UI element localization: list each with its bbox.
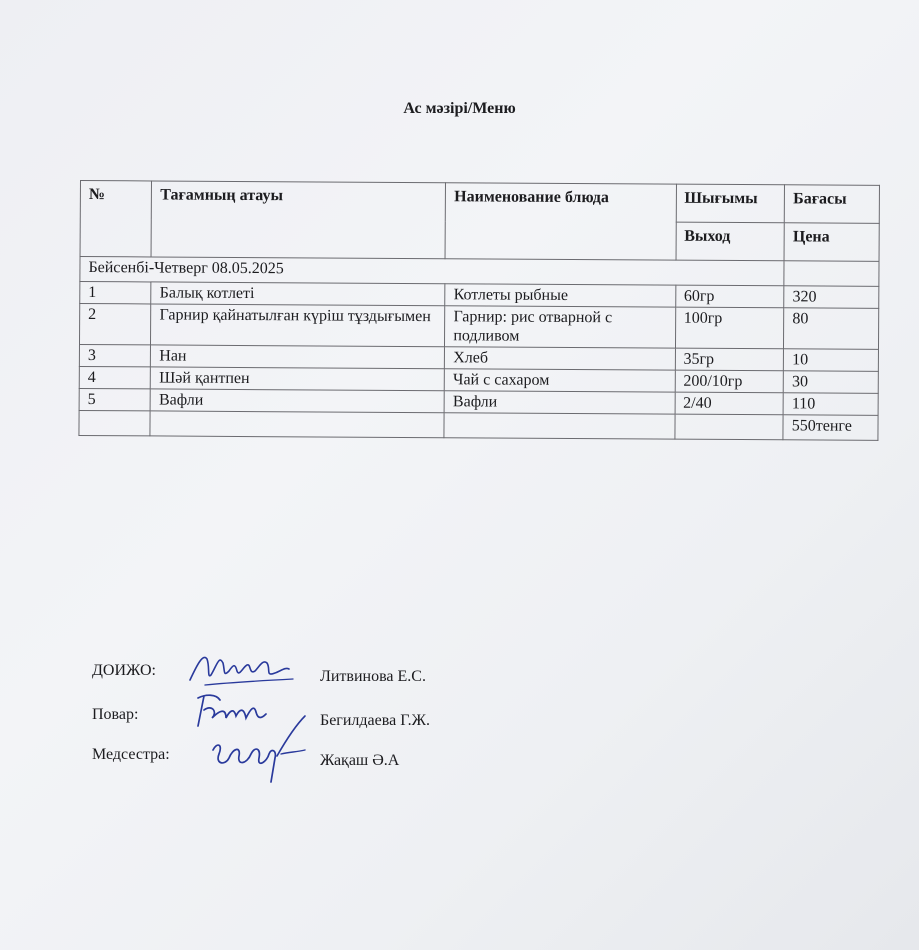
header-name-kz: Тағамның атауы	[151, 181, 445, 259]
director-signature-scribble	[185, 645, 300, 690]
row-number: 3	[79, 345, 151, 367]
header-output-kz: Шығымы	[676, 184, 785, 223]
row-price: 110	[783, 393, 878, 416]
document-title: Ас мәзірі/Меню	[403, 100, 516, 117]
row-name-kz: Шәй қантпен	[151, 367, 445, 391]
row-price: 320	[784, 286, 879, 309]
header-price-ru: Цена	[784, 223, 879, 262]
row-name-kz: Нан	[151, 345, 445, 369]
total-empty-4	[674, 414, 783, 440]
total-empty-1	[79, 410, 151, 435]
row-number: 5	[79, 388, 151, 410]
header-price-kz: Бағасы	[785, 185, 880, 224]
row-output: 60гр	[675, 285, 784, 308]
row-name-kz: Гарнир қайнатылған күріш тұздығымен	[151, 304, 445, 347]
table-header-row	[80, 181, 879, 224]
total-empty-3	[444, 413, 674, 439]
table-row	[79, 304, 878, 350]
total-empty-2	[150, 411, 444, 438]
row-number: 1	[80, 282, 152, 304]
row-number: 2	[79, 304, 151, 345]
row-price: 30	[783, 371, 878, 394]
row-output: 2/40	[675, 392, 784, 415]
row-output: 100гр	[675, 307, 784, 349]
menu-table	[78, 180, 880, 441]
signature-role: Повар:	[92, 706, 139, 723]
row-name-ru: Хлеб	[445, 347, 675, 370]
row-name-kz: Вафли	[150, 389, 444, 413]
row-name-ru: Котлеты рыбные	[445, 284, 675, 307]
day-row-empty-cell	[784, 261, 879, 287]
signature-name: Литвинова Е.С.	[320, 668, 426, 685]
row-price: 80	[784, 308, 879, 350]
header-number: №	[80, 181, 152, 257]
nurse-signature-scribble	[205, 712, 315, 787]
row-number: 4	[79, 366, 151, 388]
row-name-kz: Балық котлеті	[151, 282, 445, 306]
header-output-ru: Выход	[676, 222, 785, 261]
row-name-ru: Вафли	[444, 391, 674, 414]
signature-name: Бегилдаева Г.Ж.	[320, 712, 430, 729]
signature-role: ДОИЖО:	[92, 662, 156, 679]
signature-name: Жақаш Ә.А	[320, 752, 400, 769]
header-name-ru: Наименование блюда	[445, 183, 676, 260]
row-output: 200/10гр	[675, 370, 784, 393]
total-row	[79, 410, 878, 440]
row-price: 10	[784, 349, 879, 372]
total-price: 550тенге	[783, 415, 878, 441]
signature-role: Медсестра:	[92, 746, 170, 763]
row-name-ru: Чай с сахаром	[445, 369, 675, 392]
row-name-ru: Гарнир: рис отварной с подливом	[445, 306, 676, 348]
row-output: 35гр	[675, 348, 784, 371]
day-label: Бейсенбі-Четверг 08.05.2025	[80, 257, 784, 286]
